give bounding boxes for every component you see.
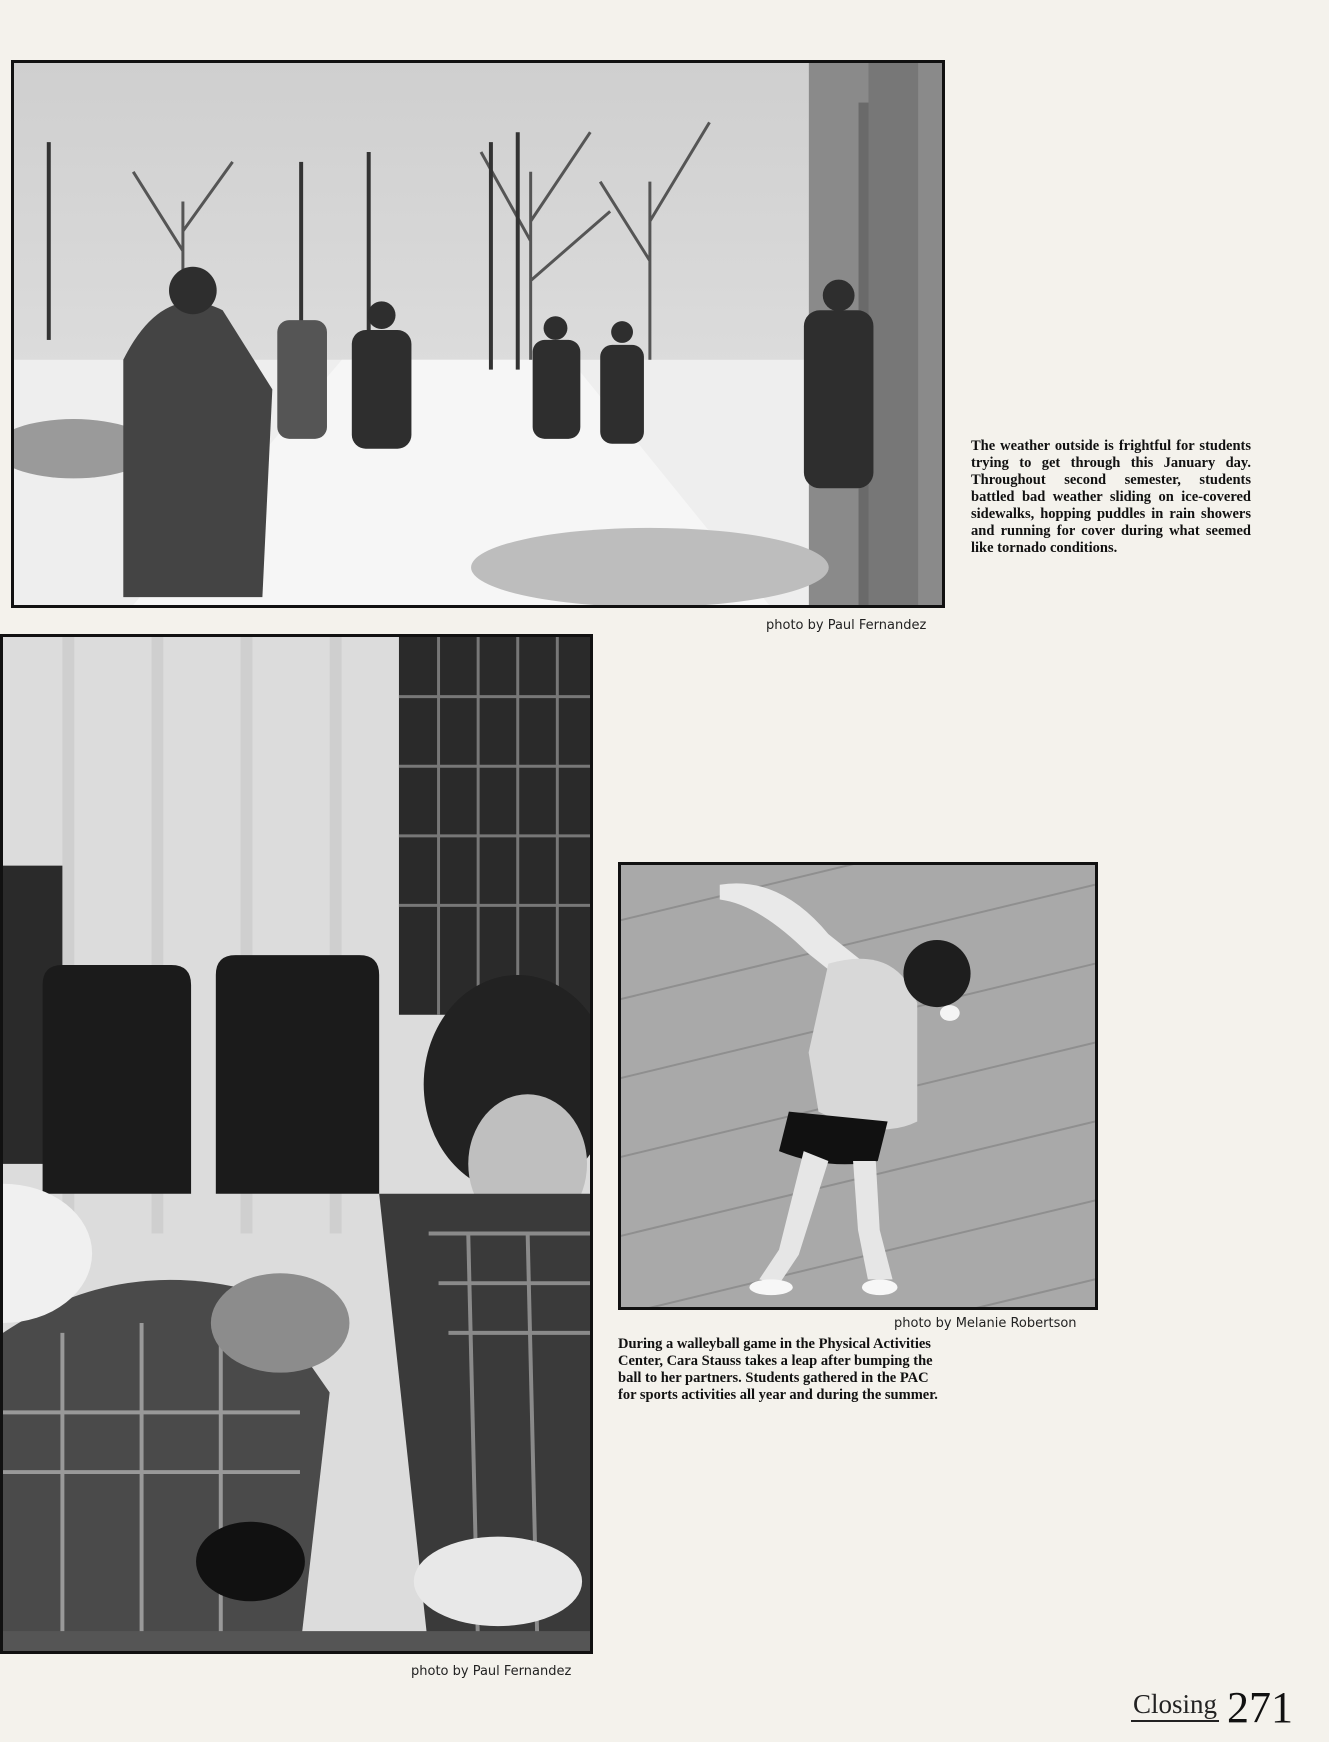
page-footer (1131, 1683, 1293, 1732)
photo-students-lounge (0, 634, 593, 1654)
photo-volleyball-leap (618, 862, 1098, 1310)
volleyball-leap-caption (618, 1336, 938, 1404)
snow-walkway-image (14, 63, 942, 605)
page-number: 271 (1227, 1683, 1293, 1732)
bleed-through-text (950, 180, 1210, 880)
snow-walkway-credit: photo by Paul Fernandez (766, 618, 927, 633)
volleyball-leap-credit: photo by Melanie Robertson (894, 1316, 1077, 1331)
volleyball-leap-caption-text: During a walleyball game in the Physical Activities Center, Cara Stauss takes a leap after bumping the ball to her partners. Students gathered in the PAC for sports activities all year and during the summer. (618, 1336, 938, 1403)
photo-snow-walkway (11, 60, 945, 608)
students-lounge-credit: photo by Paul Fernandez (411, 1664, 572, 1679)
students-lounge-image (3, 637, 590, 1651)
section-title: Closing (1131, 1689, 1219, 1722)
volleyball-leap-image (621, 865, 1095, 1307)
snow-walkway-caption-text: The weather outside is frightful for students trying to get through this January day. Throughout second semester, students battled bad weather sliding on ice-covered sidewalks, hopping puddles in rain showers and running for cover during what seemed like tornado conditions. (971, 438, 1251, 556)
